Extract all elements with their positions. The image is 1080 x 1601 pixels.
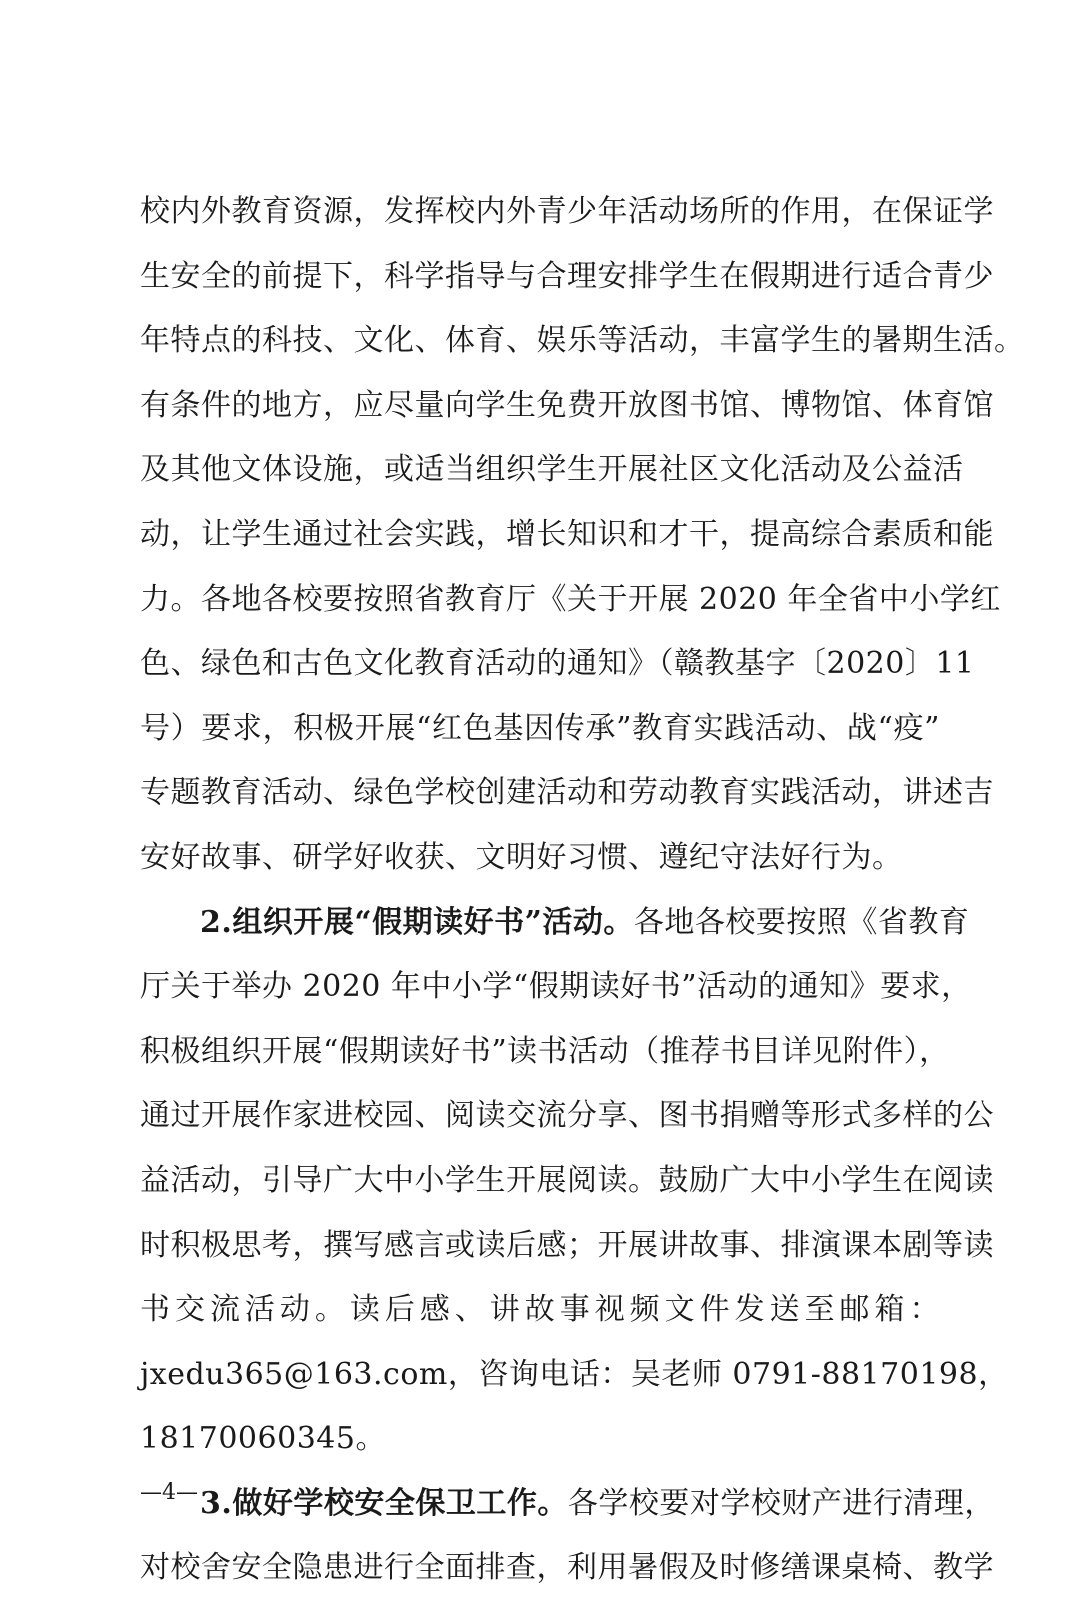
paragraph-line: 对校舍安全隐患进行全面排查，利用暑假及时修缮课桌椅、教学	[140, 1550, 994, 1586]
contact-line: jxedu365@163.com，咨询电话：吴老师 0791-88170198，	[140, 1356, 1009, 1392]
paragraph-line: 厅关于举办 2020 年中小学“假期读好书”活动的通知》要求，	[140, 969, 972, 1005]
paragraph-line: 校内外教育资源，发挥校内外青少年活动场所的作用，在保证学	[140, 194, 994, 229]
paragraph-line: 生安全的前提下，科学指导与合理安排学生在假期进行适合青少	[140, 258, 994, 294]
paragraph-line: 力。各地各校要按照省教育厅《关于开展 2020 年全省中小学红	[140, 581, 1001, 617]
section-2-first-line	[140, 891, 970, 956]
page-number: —4—	[140, 1480, 198, 1505]
paragraph-line: 安好故事、研学好收获、文明好习惯、遵纪守法好行为。	[140, 839, 903, 875]
paragraph-line: 动，让学生通过社会实践，增长知识和才干，提高综合素质和能	[140, 516, 994, 552]
paragraph-line: 色、绿色和古色文化教育活动的通知》（赣教基字〔2020〕11	[140, 646, 975, 682]
paragraph-line: 年特点的科技、文化、体育、娱乐等活动，丰富学生的暑期生活。	[140, 323, 1025, 359]
paragraph-line: 及其他文体设施，或适当组织学生开展社区文化活动及公益活	[140, 452, 964, 488]
paragraph-line: 益活动，引导广大中小学生开展阅读。鼓励广大中小学生在阅读	[140, 1162, 994, 1198]
paragraph-line: 通过开展作家进校园、阅读交流分享、图书捐赠等形式多样的公	[140, 1098, 994, 1134]
paragraph-line: 专题教育活动、绿色学校创建活动和劳动教育实践活动，讲述吉	[140, 775, 994, 811]
paragraph-line: 书交流活动。读后感、讲故事视频文件发送至邮箱：	[140, 1292, 940, 1328]
paragraph-line: 时积极思考，撰写感言或读后感；开展讲故事、排演课本剧等读	[140, 1227, 994, 1263]
section-2-heading: 2.组织开展“假期读好书”活动。	[200, 904, 634, 940]
paragraph-line: 号）要求，积极开展“红色基因传承”教育实践活动、战“疫”	[140, 710, 940, 746]
section-2-text: 各地各校要按照《省教育	[633, 904, 970, 940]
paragraph-line: 有条件的地方，应尽量向学生免费开放图书馆、博物馆、体育馆	[140, 387, 994, 423]
section-3-text: 各学校要对学校财产进行清理，	[567, 1485, 995, 1521]
paragraph-line: 18170060345。	[140, 1421, 386, 1457]
document-body	[140, 180, 1025, 1601]
paragraph-line: 积极组织开展“假期读好书”读书活动（推荐书目详见附件），	[140, 1033, 950, 1069]
section-3-heading: 3.做好学校安全保卫工作。	[200, 1485, 568, 1521]
